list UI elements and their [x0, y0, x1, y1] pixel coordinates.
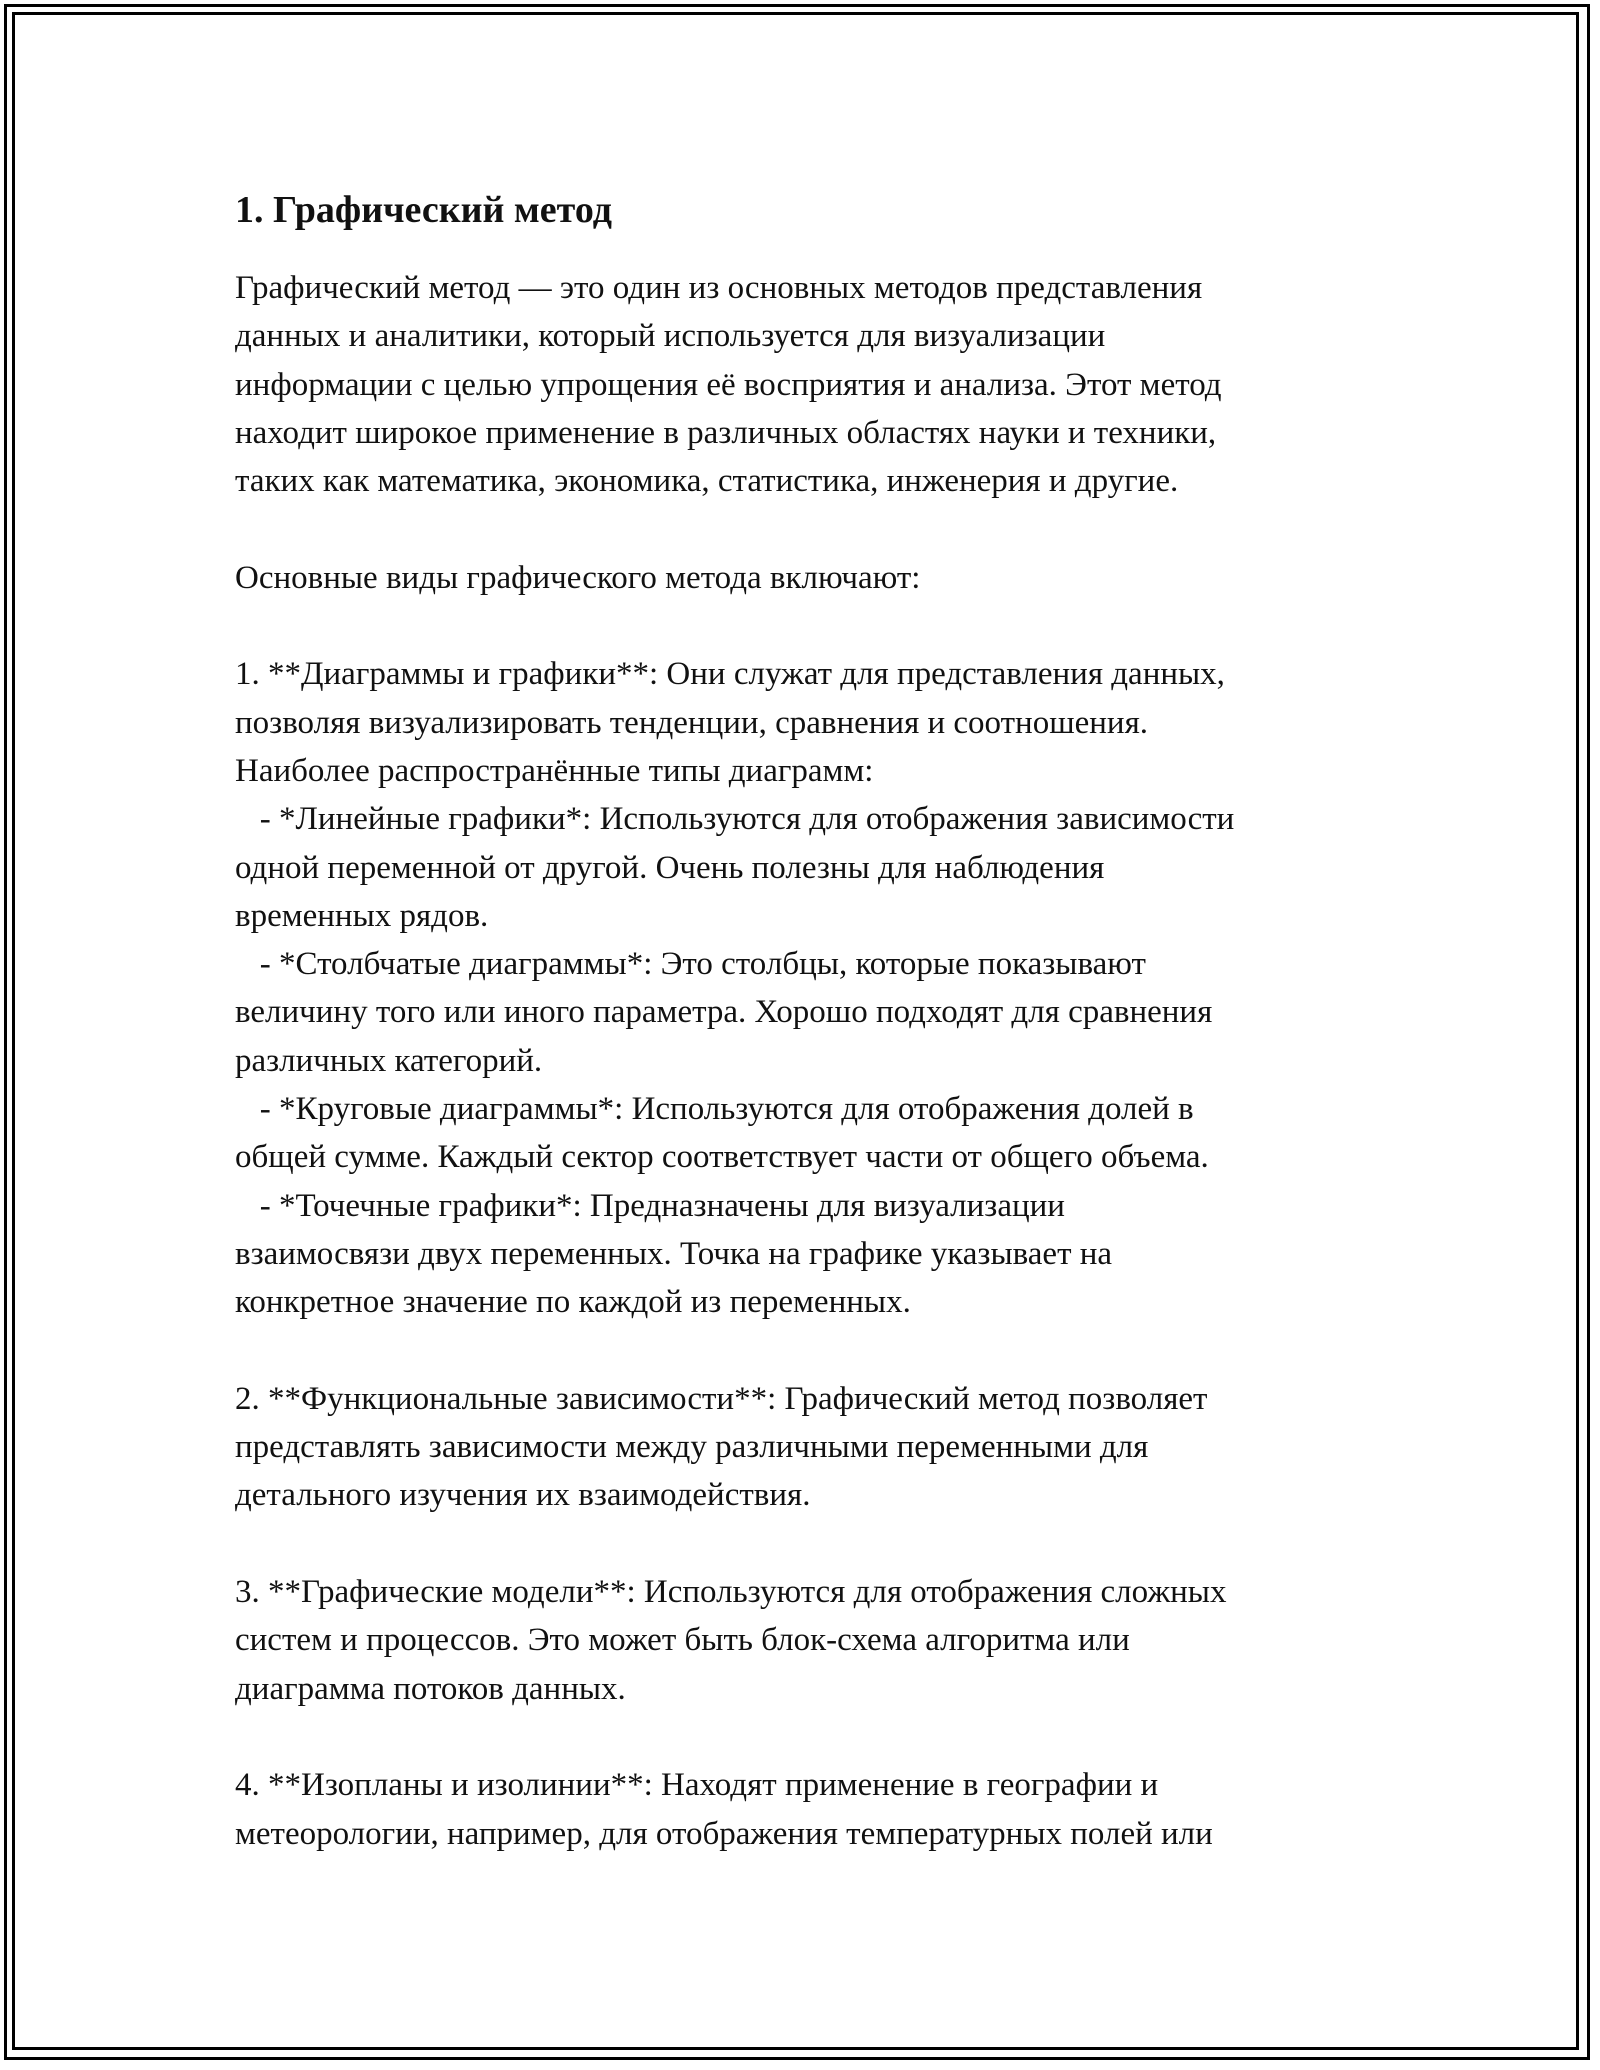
paragraph-gap: [235, 505, 1375, 553]
list-item-functional-dependencies: 2. **Функциональные зависимости**: Графический метод позволяет представлять зависимости между различными переменными для детального изучения их взаимодействия.: [235, 1380, 1208, 1514]
types-intro-paragraph: Основные виды графического метода включают:: [235, 559, 921, 596]
paragraph-gap: [235, 1713, 1375, 1761]
paragraph-gap: [235, 602, 1375, 650]
intro-paragraph: Графический метод — это один из основных методов представления данных и аналитики, который используется для визуализации информации с целью упрощения её восприятия и анализа. Этот метод находит широкое применение в различных областях науки и техники, таких как математика, экономика, статистика, инженерия и другие.: [235, 270, 1222, 500]
list-item-graphic-models: 3. **Графические модели**: Используются для отображения сложных систем и процессов. Это может быть блок-схема алгоритма или диаграмма потоков данных.: [235, 1574, 1227, 1707]
paragraph-gap: [235, 1520, 1375, 1568]
section-heading: 1. Графический метод: [235, 189, 612, 231]
paragraph-gap: [235, 1327, 1375, 1375]
document-body: [235, 186, 1375, 1858]
list-item-charts: 1. **Диаграммы и графики**: Они служат для представления данных, позволяя визуализировать тенденции, сравнения и соотношения. Наиболее распространённые типы диаграмм: - *Линейные графики*: Используются для отображения зависимости одной переменной от другой. Очень полезны для наблюдения временных рядов. - *Столбчатые диаграммы*: Это столбцы, которые показывают величину того или иного параметра. Хорошо подходят для сравнения различных категорий. - *Круговые диаграммы*: Используются для отображения долей в общей сумме. Каждый сектор соответствует части от общего объема. - *Точечные графики*: Предназначены для визуализации взаимосвязи двух переменных. Точка на графике указывает на конкретное значение по каждой из переменных.: [235, 656, 1235, 1321]
list-item-isolines: 4. **Изопланы и изолинии**: Находят применение в географии и метеорологии, например, для отображения температурных полей или: [235, 1767, 1213, 1852]
